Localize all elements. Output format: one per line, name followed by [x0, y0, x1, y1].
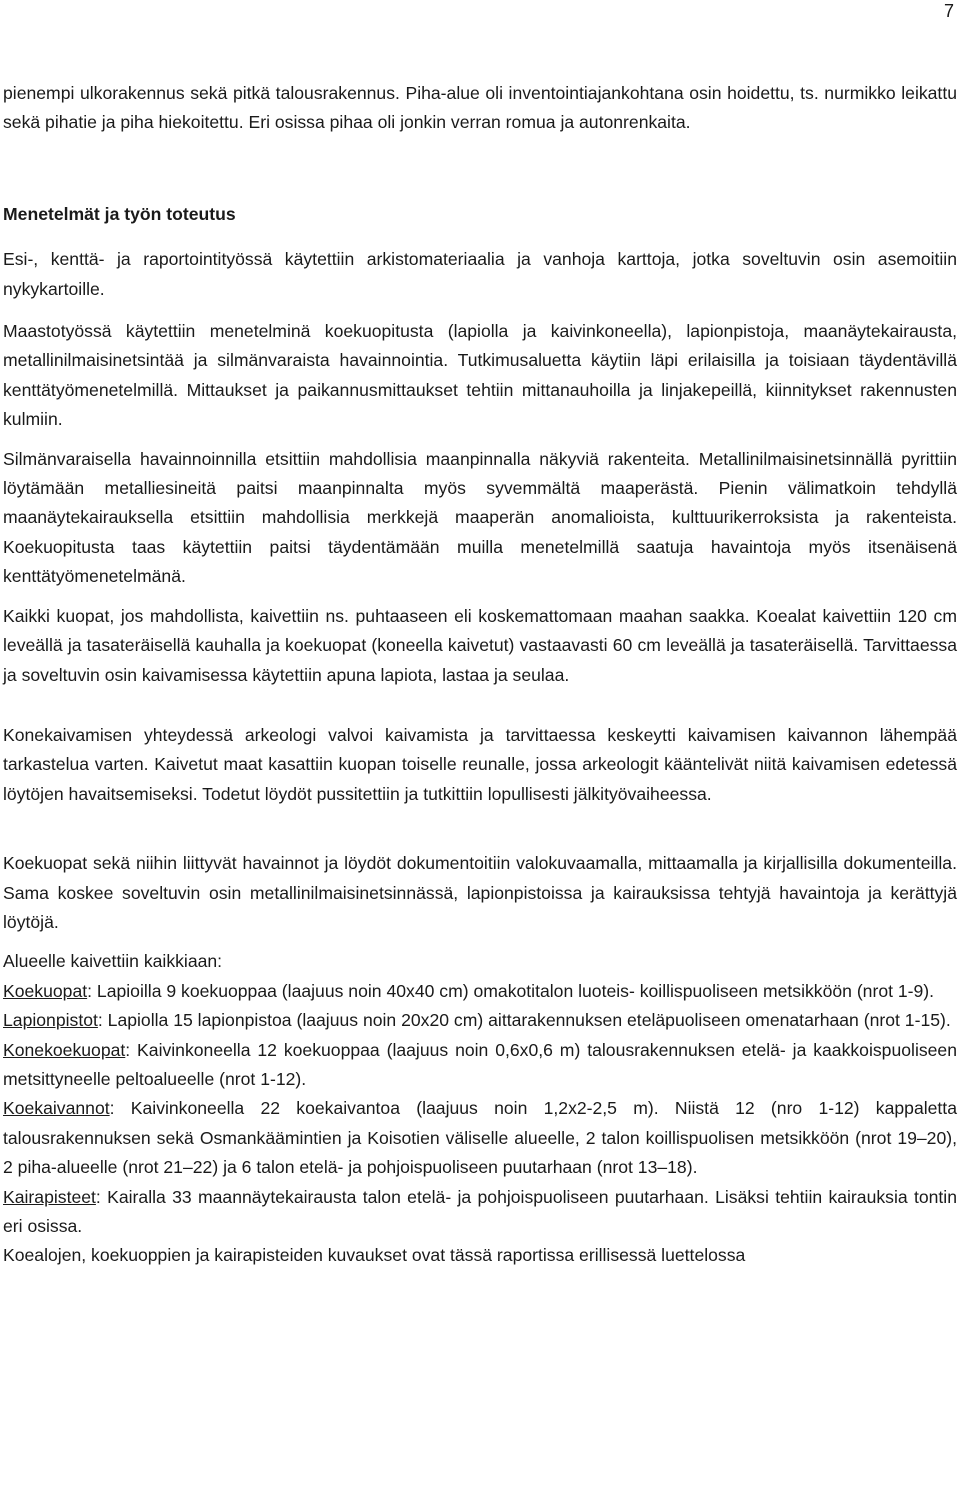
paragraph-3: Silmänvaraisella havainnoinnilla etsittiin mahdollisia maanpinnalla näkyviä rakenteita. Metallinilmaisinetsinnällä pyrittiin löytämään metalliesineitä paitsi maanpinnalta myös syvemmältä maaperästä. Pienin välimatkoin tehdyllä maanäytekairauksella etsittiin mahdollisia merkkejä maaperän anomalioista, kulttuurikerroksista ja rakenteista. Koekuopitusta taas käytettiin paitsi täydentämään muilla menetelmillä saatuja havaintoja myös itsenäisenä kenttätyömenetelmänä. [3, 448, 957, 587]
closing-paragraph: Koealojen, koekuoppien ja kairapisteiden kuvaukset ovat tässä raportissa erillisessä luettelossa [3, 1245, 746, 1266]
list-item [3, 1036, 957, 1095]
list-item-term: Koekuopat [3, 980, 88, 1001]
list-item-term: Kairapisteet [3, 1186, 96, 1207]
section-heading: Menetelmät ja työn toteutus [3, 203, 236, 224]
list-item-term: Koekaivannot [3, 1098, 110, 1119]
paragraph-2: Maastotyössä käytettiin menetelminä koekuopitusta (lapiolla ja kaivinkoneella), lapionpistoja, maanäytekairausta, metallinilmaisinetsintää ja silmänvaraista havainnointia. Tutkimusaluetta käytiin läpi erilaisilla ja toisiaan täydentävillä kenttätyömenetelmillä. Mittaukset ja paikannusmittaukset tehtiin mittanauhoilla ja linjakepeillä, kiinnitykset rakennusten kulmiin. [3, 321, 957, 430]
list-item [3, 1006, 957, 1035]
list-item [3, 977, 957, 1006]
document-body [3, 79, 957, 1271]
list-item-text: : Kairalla 33 maannäytekairausta talon etelä- ja pohjoispuoliseen puutarhaan. Lisäksi tehtiin kairauksia tontin eri osissa. [3, 1186, 957, 1236]
list-item-term: Konekoekuopat [3, 1039, 126, 1060]
list-item-term: Lapionpistot [3, 1010, 98, 1031]
paragraph-5: Konekaivamisen yhteydessä arkeologi valvoi kaivamista ja tarvittaessa keskeytti kaivamisen kaivannon lähempää tarkastelua varten. Kaivetut maat kasattiin kuopan toiselle reunalle, jossa arkeologit kääntelivät niitä kaivamisen edetessä löytöjen havaitsemiseksi. Todetut löydöt pussitettiin ja tutkittiin lopullisesti jälkityövaiheessa. [3, 724, 957, 804]
list-item [3, 1094, 957, 1182]
paragraph-4: Kaikki kuopat, jos mahdollista, kaivettiin ns. puhtaaseen eli koskemattomaan maahan saakka. Koealat kaivettiin 120 cm leveällä ja tasateräisellä kauhalla ja koekuopat (koneella kaivetut) vastaavasti 60 cm leveällä ja tasateräisellä. Tarvittaessa ja soveltuvin osin kaivamisessa käytettiin apuna lapiota, lastaa ja seulaa. [3, 605, 957, 685]
paragraph-6: Koekuopat sekä niihin liittyvät havainnot ja löydöt dokumentoitiin valokuvaamalla, mittaamalla ja kirjallisilla dokumenteilla. Sama koskee soveltuvin osin metallinilmaisinetsinnässä, lapionpistoissa ja kairauksissa tehtyjä havaintoja ja kerättyjä löytöjä. [3, 853, 957, 932]
list-intro: Alueelle kaivettiin kaikkiaan: [3, 951, 223, 972]
list-item [3, 1183, 957, 1242]
list-item-text: : Kaivinkoneella 22 koekaivantoa (laajuus noin 1,2x2-2,5 m). Niistä 12 (nro 1-12) kappaletta talousrakennuksen sekä Osmankäämintien ja Koisotien väliselle alueelle, 2 talon koillispuolisen metsikköön (nrot 19–20), 2 piha-alueelle (nrot 21–22) ja 6 talon etelä- ja pohjoispuoliseen puutarhaan (nrot 13–18). [3, 1098, 957, 1178]
list-item-text: : Lapiolla 15 lapionpistoa (laajuus noin 20x20 cm) aittarakennuksen eteläpuoliseen omenatarhaan (nrot 1-15). [97, 1010, 951, 1031]
intro-paragraph: pienempi ulkorakennus sekä pitkä talousrakennus. Piha-alue oli inventointiajankohtana osin hoidettu, ts. nurmikko leikattu sekä pihatie ja piha hiekoitettu. Eri osissa pihaa oli jonkin verran romua ja autonrenkaita. [3, 83, 957, 133]
list-item-text: : Lapioilla 9 koekuoppaa (laajuus noin 40x40 cm) omakotitalon luoteis- koillispuoliseen metsikköön (nrot 1-9). [87, 980, 935, 1001]
page-number: 7 [943, 1, 954, 21]
paragraph-1: Esi-, kenttä- ja raportointityössä käytettiin arkistomateriaalia ja vanhoja karttoja, jotka soveltuvin osin asemoitiin nykykartoille. [3, 249, 957, 299]
method-list [3, 977, 957, 1242]
list-item-text: : Kaivinkoneella 12 koekuoppaa (laajuus noin 0,6x0,6 m) talousrakennuksen etelä- ja kaakkoispuoliseen metsittyneelle peltoalueelle (nrot 1-12). [3, 1039, 957, 1089]
